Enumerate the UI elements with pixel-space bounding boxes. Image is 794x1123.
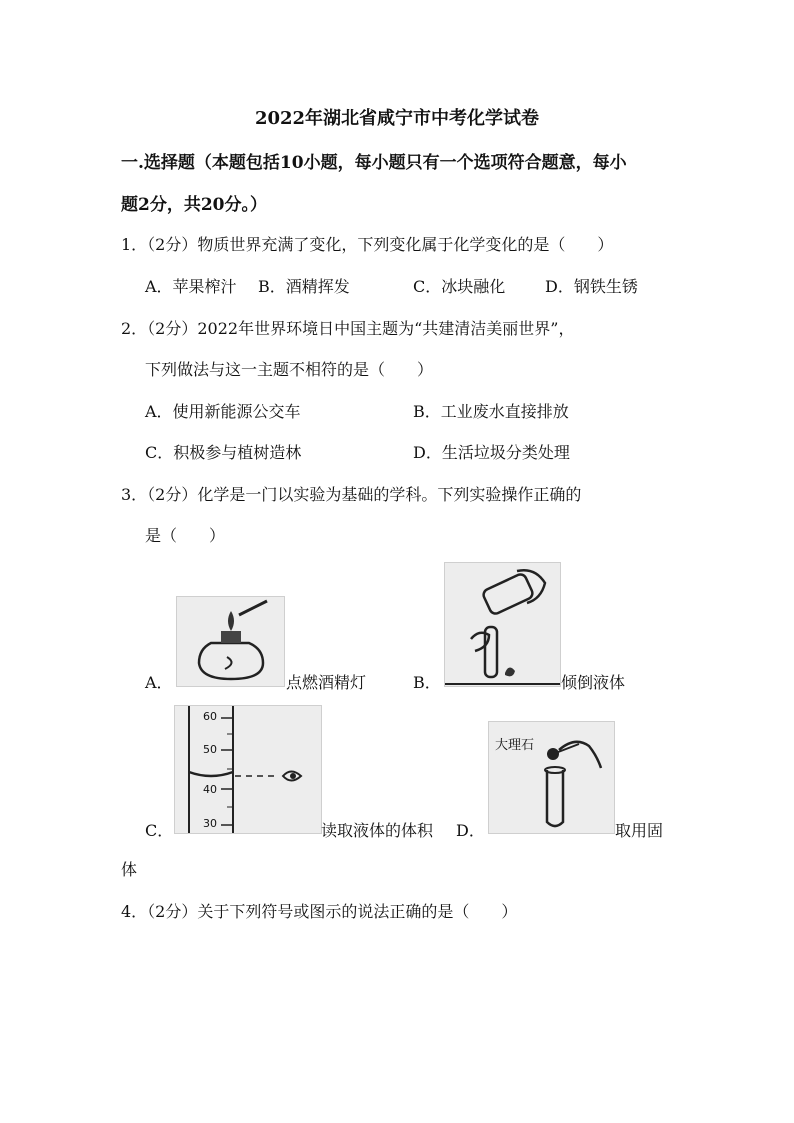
question-2-stem-line-2: 下列做法与这一主题不相符的是（ ）: [145, 360, 434, 379]
cylinder-tick-30: 30: [203, 817, 217, 830]
question-2-option-a: A．使用新能源公交车: [145, 402, 301, 421]
section-heading-line-1: 一.选择题（本题包括10小题，每小题只有一个选项符合题意，每小: [121, 153, 627, 173]
cylinder-tick-50: 50: [203, 743, 217, 756]
question-1-option-b: B．酒精挥发: [258, 277, 350, 296]
question-1-stem: 1．（2分）物质世界充满了变化，下列变化属于化学变化的是（ ）: [121, 235, 614, 254]
question-4-stem: 4．（2分）关于下列符号或图示的说法正确的是（ ）: [121, 902, 518, 921]
question-1-option-a: A．苹果榨汁: [145, 277, 237, 296]
graduated-cylinder-image: [174, 705, 322, 834]
cylinder-tick-40: 40: [203, 783, 217, 796]
question-2-option-c: C．积极参与植树造林: [145, 443, 302, 462]
question-2-option-d: D．生活垃圾分类处理: [413, 443, 570, 462]
marble-label: 大理石: [495, 738, 535, 753]
alcohol-lamp-image: [176, 596, 285, 687]
question-2-stem-line-1: 2．（2分）2022年世界环境日中国主题为“共建清洁美丽世界”，: [121, 319, 575, 338]
question-3-option-a-letter: A．: [145, 673, 173, 692]
section-heading-line-2: 题2分，共20分。）: [121, 195, 267, 215]
question-3-option-b-letter: B．: [413, 673, 441, 692]
marble-test-tube-image: [488, 721, 615, 834]
cylinder-tick-60: 60: [203, 710, 217, 723]
question-3-option-d-caption: 取用固: [615, 821, 664, 840]
question-1-option-d: D．钢铁生锈: [545, 277, 638, 296]
question-3-option-b-caption: 倾倒液体: [561, 673, 626, 692]
question-2-option-b: B．工业废水直接排放: [413, 402, 569, 421]
question-3-option-d-caption-wrap: 体: [121, 860, 138, 879]
question-3-option-d-letter: D．: [456, 821, 485, 840]
page-title: 2022年湖北省咸宁市中考化学试卷: [254, 108, 540, 129]
question-3-stem-line-2: 是（ ）: [145, 526, 226, 545]
question-3-option-c-caption: 读取液体的体积: [321, 821, 434, 840]
question-1-option-c: C．冰块融化: [413, 277, 506, 296]
question-3-stem-line-1: 3．（2分）化学是一门以实验为基础的学科。下列实验操作正确的: [121, 485, 582, 504]
question-3-option-c-letter: C．: [145, 821, 174, 840]
pouring-liquid-image: [444, 562, 561, 687]
question-3-option-a-caption: 点燃酒精灯: [286, 673, 367, 692]
